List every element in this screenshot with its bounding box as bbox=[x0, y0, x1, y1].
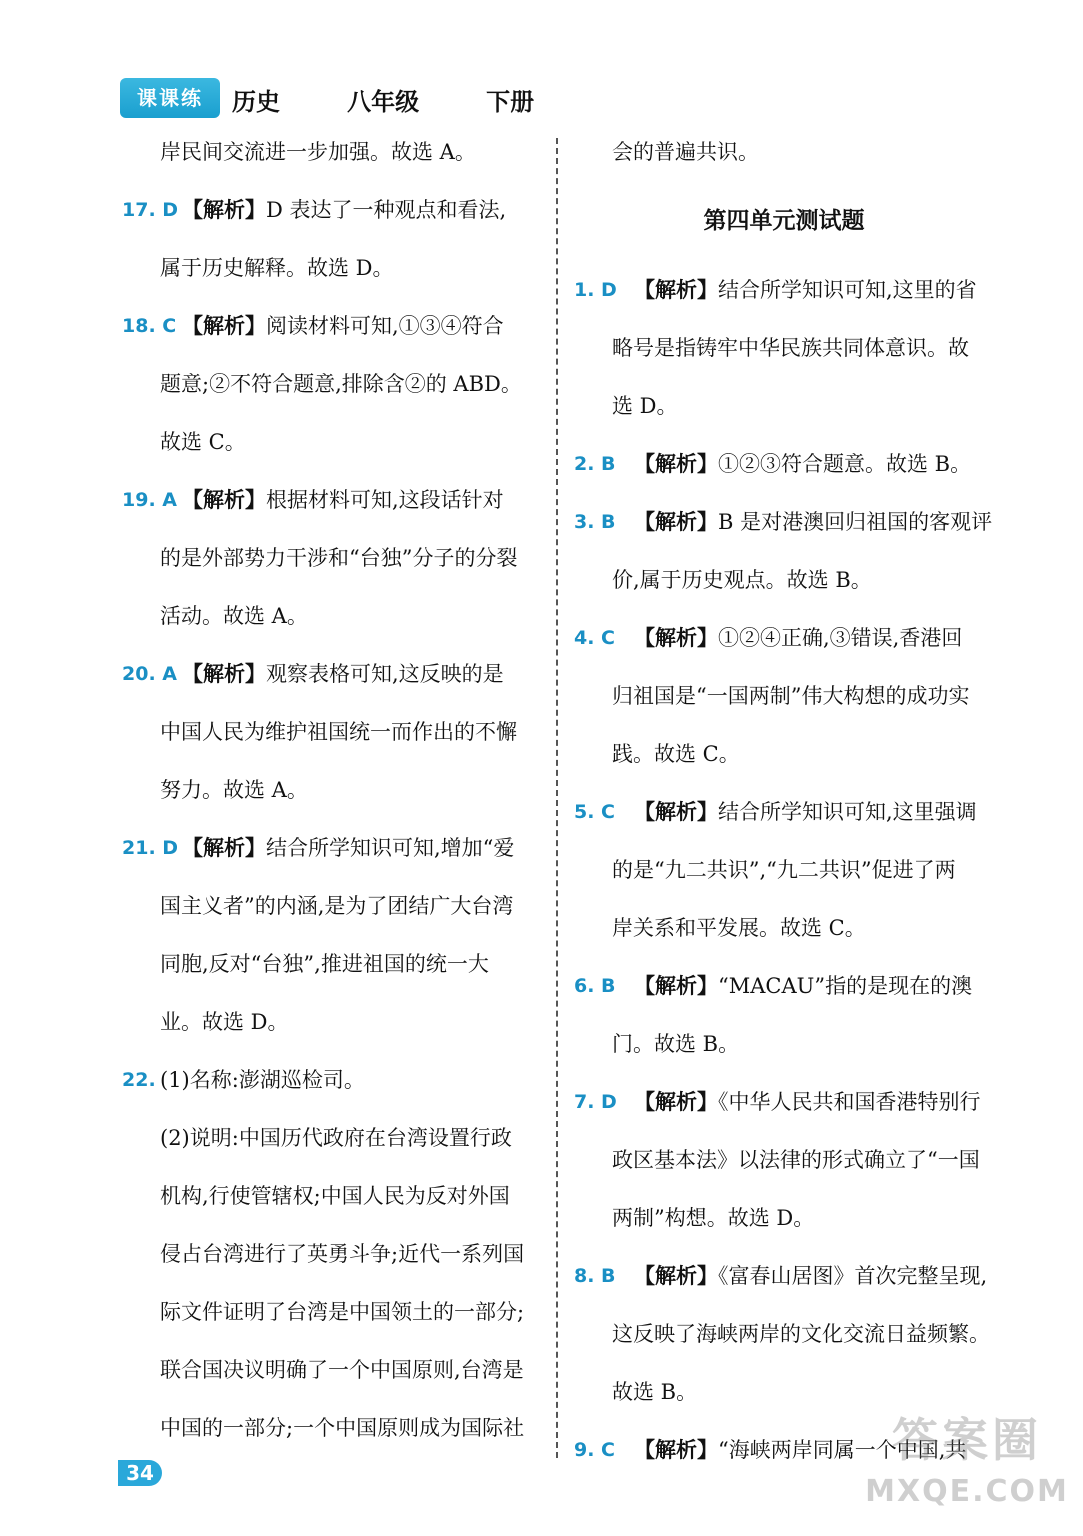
continued-text: 岸民间交流进一步加强。故选 A。 bbox=[160, 140, 476, 164]
answer-item bbox=[574, 261, 994, 435]
analysis-tag: 【解析】 bbox=[634, 974, 718, 998]
question-number: 8. B bbox=[574, 1265, 616, 1287]
answer-line bbox=[612, 261, 994, 319]
question-number: 19. A bbox=[122, 489, 177, 511]
answer-item bbox=[574, 783, 994, 957]
answer-line: 属于历史解释。故选 D。 bbox=[160, 256, 394, 280]
analysis-tag: 【解析】 bbox=[634, 1438, 718, 1462]
series-logo: 课课练 bbox=[120, 78, 220, 118]
answer-line bbox=[612, 435, 994, 493]
answer-text: D 表达了一种观点和看法, bbox=[266, 198, 507, 222]
answer-text: 结合所学知识可知,这里的省 bbox=[718, 278, 977, 302]
analysis-tag: 【解析】 bbox=[182, 314, 266, 338]
answer-text: ①②④正确,③错误,香港回 bbox=[718, 626, 963, 650]
analysis-tag: 【解析】 bbox=[634, 1090, 718, 1114]
answer-line: (1)名称:澎湖巡检司。 bbox=[160, 1068, 365, 1092]
question-number: 1. D bbox=[574, 279, 617, 301]
answer-line: 两制”构想。故选 D。 bbox=[612, 1206, 815, 1230]
answer-item bbox=[574, 1073, 994, 1247]
question-number: 17. D bbox=[122, 199, 179, 221]
answer-line bbox=[160, 181, 542, 239]
answer-text: “MACAU”指的是现在的澳 bbox=[718, 974, 973, 998]
answer-line: 联合国决议明确了一个中国原则,台湾是 bbox=[160, 1358, 524, 1382]
page-header-title: 历史 八年级 下册 bbox=[232, 88, 535, 116]
answer-line: 际文件证明了台湾是中国领土的一部分; bbox=[160, 1300, 525, 1324]
answer-line: 中国人民为维护祖国统一而作出的不懈 bbox=[160, 720, 517, 744]
answer-item bbox=[574, 957, 994, 1073]
answer-line bbox=[612, 609, 994, 667]
answer-text: 阅读材料可知,①③④符合 bbox=[266, 314, 504, 338]
answer-line: 岸关系和平发展。故选 C。 bbox=[612, 916, 866, 940]
question-number: 2. B bbox=[574, 453, 616, 475]
answer-item bbox=[122, 645, 542, 819]
answer-line: 机构,行使管辖权;中国人民为反对外国 bbox=[160, 1184, 510, 1208]
answer-line: 题意;②不符合题意,排除含②的 ABD。 bbox=[160, 372, 522, 396]
page-number: 34 bbox=[118, 1460, 162, 1486]
answer-line: 的是外部势力干涉和“台独”分子的分裂 bbox=[160, 546, 518, 570]
analysis-tag: 【解析】 bbox=[182, 198, 266, 222]
answer-line bbox=[160, 297, 542, 355]
column-divider bbox=[556, 138, 558, 1458]
analysis-tag: 【解析】 bbox=[634, 800, 718, 824]
question-number: 22. bbox=[122, 1069, 156, 1091]
left-column bbox=[122, 123, 542, 1457]
analysis-tag: 【解析】 bbox=[634, 626, 718, 650]
analysis-tag: 【解析】 bbox=[634, 278, 718, 302]
watermark-url: MXQE.COM bbox=[865, 1474, 1069, 1509]
answer-line bbox=[612, 493, 994, 551]
question-number: 6. B bbox=[574, 975, 616, 997]
answer-line: 同胞,反对“台独”,推进祖国的统一大 bbox=[160, 952, 489, 976]
analysis-tag: 【解析】 bbox=[182, 662, 266, 686]
analysis-tag: 【解析】 bbox=[634, 1264, 718, 1288]
answer-text: 结合所学知识可知,这里强调 bbox=[718, 800, 977, 824]
answer-text: “海峡两岸同属一个中国,共 bbox=[718, 1438, 967, 1462]
answer-line: 政区基本法》以法律的形式确立了“一国 bbox=[612, 1148, 980, 1172]
continued-text: 会的普遍共识。 bbox=[612, 140, 759, 164]
question-number: 21. D bbox=[122, 837, 179, 859]
question-number: 7. D bbox=[574, 1091, 617, 1113]
answer-line: 践。故选 C。 bbox=[612, 742, 740, 766]
answer-line bbox=[612, 957, 994, 1015]
answer-line: 努力。故选 A。 bbox=[160, 778, 308, 802]
answer-line bbox=[612, 1247, 994, 1305]
answer-item bbox=[122, 819, 542, 1051]
answer-line: 略号是指铸牢中华民族共同体意识。故 bbox=[612, 336, 969, 360]
question-number: 9. C bbox=[574, 1439, 615, 1461]
analysis-tag: 【解析】 bbox=[182, 836, 266, 860]
watermark-text: 答案圈 bbox=[892, 1413, 1042, 1467]
answer-text: 观察表格可知,这反映的是 bbox=[266, 662, 504, 686]
analysis-tag: 【解析】 bbox=[634, 510, 718, 534]
right-column bbox=[574, 123, 994, 1479]
answer-line bbox=[612, 783, 994, 841]
answer-item-22 bbox=[122, 1051, 542, 1457]
answer-line bbox=[160, 819, 542, 877]
answer-line: 的是“九二共识”,“九二共识”促进了两 bbox=[612, 858, 956, 882]
answer-item bbox=[122, 181, 542, 297]
answer-line: 归祖国是“一国两制”伟大构想的成功实 bbox=[612, 684, 970, 708]
answer-item bbox=[574, 1247, 994, 1421]
question-number: 3. B bbox=[574, 511, 616, 533]
answer-item bbox=[574, 609, 994, 783]
answer-text: 根据材料可知,这段话针对 bbox=[266, 488, 504, 512]
answer-line: 中国的一部分;一个中国原则成为国际社 bbox=[160, 1416, 525, 1440]
question-number: 5. C bbox=[574, 801, 615, 823]
answer-text: 《富春山居图》首次完整呈现, bbox=[718, 1264, 988, 1288]
analysis-tag: 【解析】 bbox=[182, 488, 266, 512]
question-number: 4. C bbox=[574, 627, 615, 649]
answer-line: 活动。故选 A。 bbox=[160, 604, 308, 628]
answer-line: 业。故选 D。 bbox=[160, 1010, 289, 1034]
answer-line: 国主义者”的内涵,是为了团结广大台湾 bbox=[160, 894, 514, 918]
answer-line: 选 D。 bbox=[612, 394, 678, 418]
answer-item bbox=[574, 435, 994, 493]
analysis-tag: 【解析】 bbox=[634, 452, 718, 476]
answer-line bbox=[160, 471, 542, 529]
answer-line: 价,属于历史观点。故选 B。 bbox=[612, 568, 872, 592]
answer-text: B 是对港澳回归祖国的客观评 bbox=[718, 510, 993, 534]
unit-test-title: 第四单元测试题 bbox=[703, 208, 865, 234]
answer-line: 这反映了海峡两岸的文化交流日益频繁。 bbox=[612, 1322, 990, 1346]
answer-text: 结合所学知识可知,增加“爱 bbox=[266, 836, 515, 860]
question-number: 18. C bbox=[122, 315, 177, 337]
question-number: 20. A bbox=[122, 663, 177, 685]
answer-line: 门。故选 B。 bbox=[612, 1032, 740, 1056]
answer-item bbox=[574, 493, 994, 609]
answer-line: 侵占台湾进行了英勇斗争;近代一系列国 bbox=[160, 1242, 525, 1266]
answer-text: ①②③符合题意。故选 B。 bbox=[718, 452, 972, 476]
answer-line: 故选 C。 bbox=[160, 430, 246, 454]
answer-item bbox=[122, 471, 542, 645]
answer-line: (2)说明:中国历代政府在台湾设置行政 bbox=[160, 1126, 512, 1150]
answer-line: 故选 B。 bbox=[612, 1380, 698, 1404]
watermark-logo bbox=[862, 1410, 1072, 1528]
answer-line bbox=[612, 1073, 994, 1131]
answer-line bbox=[160, 645, 542, 703]
answer-item bbox=[122, 297, 542, 471]
answer-text: 《中华人民共和国香港特别行 bbox=[718, 1090, 981, 1114]
